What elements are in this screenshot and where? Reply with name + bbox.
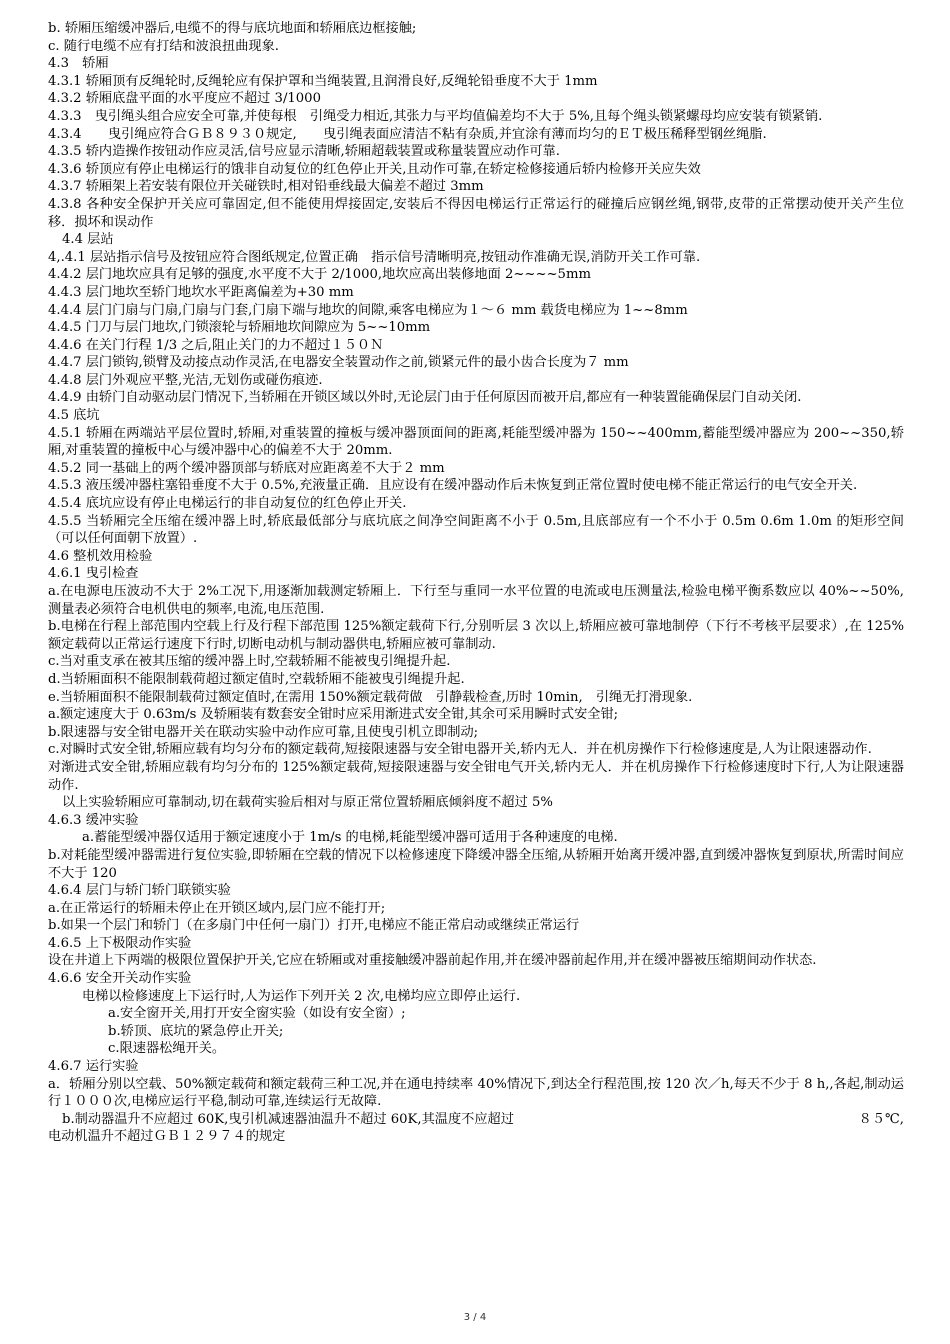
text-line: a.在正常运行的轿厢未停止在开锁区域内,层门应不能打开;	[48, 900, 386, 916]
subsection-heading: 4.6.5 上下极限动作实验	[48, 935, 192, 951]
text-line: 4.5.4 底坑应设有停止电梯运行的非自动复位的红色停止开关.	[48, 496, 407, 512]
page-number: 3 / 4	[463, 1312, 487, 1323]
text-line: b.电梯在行程上部范围内空载上行及行程下部范围 125%额定载荷下行,分别听层 3 次以上,轿厢应被可靠地制停（下行不考核平层要求）,在 125%额定载荷以正常运行速度下行时,切断电动机与制动器供电,轿厢应被可靠制动.	[48, 619, 904, 652]
text-line: d.当轿厢面积不能限制载荷超过额定值时,空载轿厢不能被曳引绳提升起.	[48, 671, 465, 687]
list-item: a.安全窗开关,用打开安全窗实验（如设有安全窗）;	[108, 1006, 406, 1022]
subsection-heading: 4.6.3 缓冲实验	[48, 812, 139, 828]
text-line: a．轿厢分别以空载、50%额定载荷和额定载荷三种工况,并在通电持续率 40%情况下,到达全行程范围,按 120 次／h,每天不少于 8 h,,各起,制动运行１０００次,电梯应运行平稳,制动可靠,连续运行无故障.	[48, 1076, 904, 1110]
section-heading: 4.3 轿厢	[48, 56, 109, 72]
text-line: 4.3.7 轿厢架上若安装有限位开关碰铁时,相对铅垂线最大偏差不超过 3mm	[48, 179, 484, 195]
text-line-left: b.制动器温升不应超过 60K,曳引机减速器油温升不超过 60K,其温度不应超过	[62, 1111, 514, 1127]
text-line: 电梯以检修速度上下运行时,人为运作下列开关 2 次,电梯均应立即停止运行.	[82, 988, 521, 1004]
section-heading: 4.5 底坑	[48, 408, 100, 424]
text-line: 4.4.7 层门锁钩,锁臂及动接点动作灵活,在电器安全装置动作之前,锁紧元件的最小齿合长度为７ mm	[48, 355, 629, 371]
text-line: c.对瞬时式安全钳,轿厢应载有均匀分布的额定载荷,短接限速器与安全钳电器开关,轿内无人．并在机房操作下行检修速度是,人为让限速器动作.	[48, 742, 872, 758]
text-line: c. 随行电缆不应有打结和波浪扭曲现象.	[48, 38, 279, 54]
subsection-heading: 4.6.6 安全开关动作实验	[48, 971, 192, 987]
text-line: b. 轿厢压缩缓冲器后,电缆不的得与底坑地面和轿厢底边框接触;	[48, 21, 417, 36]
text-line: 4.3.5 轿内造操作按钮动作应灵活,信号应显示清晰,轿厢超载装置或称量装置应动作可靠.	[48, 144, 560, 160]
subsection-heading: 4.6.4 层门与轿门轿门联锁实验	[48, 883, 231, 899]
section-heading: 4.4 层站	[62, 232, 114, 248]
text-line: 4.3.6 轿顶应有停止电梯运行的饿非自动复位的红色停止开关,且动作可靠,在轿定检修接通后轿内检修开关应失效	[48, 161, 701, 177]
text-line: b.对耗能型缓冲器需进行复位实验,即轿厢在空载的情况下以检修速度下降缓冲器全压缩,从轿厢开始离开缓冲器,直到缓冲器恢复到原状,所需时间应不大于 120	[48, 847, 904, 881]
text-line: 4.3.2 轿厢底盘平面的水平度应不超过 3/1000	[48, 91, 321, 107]
text-line: 4.3.8 各种安全保护开关应可靠固定,但不能使用焊接固定,安装后不得因电梯运行正常运行的碰撞后应钢丝绳,钢带,皮带的正常摆动使开关产生位移．损坏和误动作	[48, 196, 904, 230]
text-line: 4.5.5 当轿厢完全压缩在缓冲器上时,轿底最低部分与底坑底之间净空间距离不小于 0.5m,且底部应有一个不小于 0.5m 0.6m 1.0m 的矩形空间（可以任何面朝下放置）.	[48, 513, 904, 547]
subsection-heading: 4.6.7 运行实验	[48, 1059, 139, 1075]
text-line: a.在电源电压波动不大于 2%工况下,用逐渐加载测定轿厢上．下行至与重同一水平位置的电流或电压测量法,检验电梯平衡系数应以 40%~~50%,测量表必须符合电机供电的频率,电流,电压范围.	[48, 584, 904, 617]
text-line-split	[48, 1111, 904, 1129]
text-line: 4.4.5 门刀与层门地坎,门锁滚轮与轿厢地坎间隙应为 5~~10mm	[48, 320, 431, 336]
text-line: 4.4.8 层门外观应平整,光洁,无划伤或碰伤痕迹.	[48, 372, 323, 388]
text-line: 4.4.3 层门地坎至轿门地坎水平距离偏差为+30 mm	[48, 284, 354, 300]
text-line: 4.4.6 在关门行程 1/3 之后,阻止关门的力不超过１５０Ｎ	[48, 337, 384, 353]
text-line-right: ８５℃,	[858, 1111, 904, 1127]
text-line: 4.5.1 轿厢在两端站平层位置时,轿厢,对重装置的撞板与缓冲器顶面间的距离,耗能型缓冲器为 150~~400mm,蓄能型缓冲器应为 200~~350,轿厢,对重装置的撞板中心与缓冲器中心的偏差不大于 20mm.	[48, 425, 904, 459]
text-line: a.蓄能型缓冲器仅适用于额定速度小于 1m/s 的电梯,耗能型缓冲器可适用于各种速度的电梯.	[82, 830, 618, 846]
list-item: b.轿顶、底坑的紧急停止开关;	[108, 1023, 284, 1039]
text-line: e.当轿厢面积不能限制载荷过额定值时,在需用 150%额定载荷做 引静载检查,历时 10min, 引绳无打滑现象.	[48, 689, 693, 705]
text-line: 4.5.3 液压缓冲器柱塞铅垂度不大于 0.5%,充液量正确．且应设有在缓冲器动作后未恢复到正常位置时使电梯不能正常运行的电气安全开关.	[48, 478, 858, 494]
text-line: 4.4.2 层门地坎应具有足够的强度,水平度不大于 2/1000,地坎应高出装修地面 2~~~~5mm	[48, 267, 591, 283]
text-line: 4,.4.1 层站指示信号及按钮应符合图纸规定,位置正确 指示信号清晰明亮,按钮动作准确无误,消防开关工作可靠.	[48, 249, 701, 265]
text-line: 以上实验轿厢应可靠制动,切在载荷实验后相对与原正常位置轿厢底倾斜度不超过 5%	[62, 795, 553, 811]
text-line: 4.3.3 曳引绳头组合应安全可靠,并使每根 引绳受力相近,其张力与平均值偏差均不大于 5%,且每个绳头锁紧螺母均应安装有锁紧销.	[48, 108, 823, 124]
section-heading: 4.6 整机效用检验	[48, 548, 153, 564]
text-line: 4.3.4 曳引绳应符合ＧＢ８９３０规定, 曳引绳表面应清洁不粘有杂质,并宜涂有薄而均匀的ＥＴ极压稀释型钢丝绳脂.	[48, 126, 767, 142]
text-line: 4.4.4 层门门扇与门扇,门扇与门套,门扇下端与地坎的间隙,乘客电梯应为１～６ mm 载货电梯应为 1~~8mm	[48, 302, 688, 318]
text-line: 对渐进式安全钳,轿厢应载有均匀分布的 125%额定载荷,短接限速器与安全钳电气开关,轿内无人．并在机房操作下行检修速度时下行,人为让限速器动作.	[48, 759, 904, 793]
text-line: a.额定速度大于 0.63m/s 及轿厢装有数套安全钳时应采用渐进式安全钳,其余可采用瞬时式安全钳;	[48, 707, 619, 723]
text-line: b.如果一个层门和轿门（在多扇门中任何一扇门）打开,电梯应不能正常启动或继续正常运行	[48, 918, 580, 934]
text-line: c.当对重支承在被其压缩的缓冲器上时,空载轿厢不能被曳引绳提升起.	[48, 654, 451, 670]
text-line: 4.5.2 同一基础上的两个缓冲器顶部与轿底对应距离差不大于２ mm	[48, 460, 445, 476]
subsection-heading: 4.6.1 曳引检查	[48, 566, 139, 582]
text-line: 4.4.9 由轿门自动驱动层门情况下,当轿厢在开锁区域以外时,无论层门由于任何原因而被开启,都应有一种装置能确保层门自动关闭.	[48, 390, 802, 406]
text-line: 4.3.1 轿厢顶有反绳轮时,反绳轮应有保护罩和当绳装置,且润滑良好,反绳轮铅垂度不大于 1mm	[48, 73, 598, 89]
text-line: b.限速器与安全钳电器开关在联动实验中动作应可靠,且使曳引机立即制动;	[48, 724, 479, 740]
text-line: 设在井道上下两端的极限位置保护开关,它应在轿厢或对重接触缓冲器前起作用,并在缓冲器前起作用,并在缓冲器被压缩期间动作状态.	[48, 953, 817, 969]
list-item: c.限速器松绳开关。	[108, 1041, 226, 1057]
text-line: 电动机温升不超过ＧＢ１２９７４的规定	[48, 1129, 286, 1145]
